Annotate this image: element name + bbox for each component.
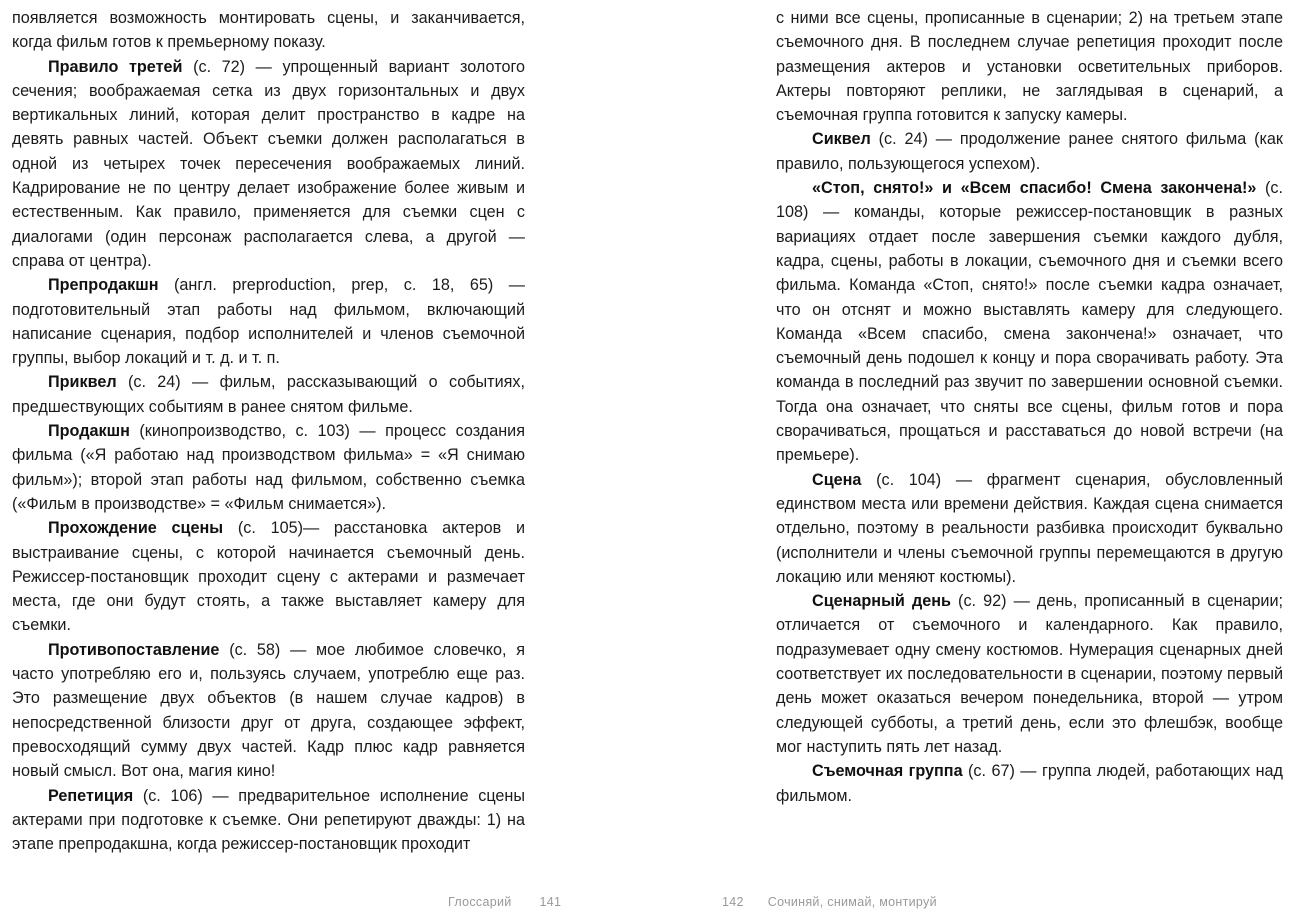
glossary-entry: [776, 468, 1283, 589]
left-page-body: [12, 6, 525, 856]
glossary-entry: [12, 370, 525, 419]
running-title: Глоссарий: [448, 895, 512, 909]
entry-text: (с. 108) — команды, которые режиссер-постановщик в разных вариациях отдает после завершения съемки каждого дубля, кадра, сцены, работы в локации, съемочного дня и съемки всего фильма. Команда «Стоп, снято!» после съемки кадра означает, что он отснят и можно выставлять камеру для следующего. Команда «Всем спасибо, смена закончена!» означает, что съемочный день подошел к концу и пора сворачивать работу. Эта команда в последний раз звучит по завершении основной съемки. Тогда она означает, что сняты все сцены, фильм готов и пора сворачиваться, прощаться и расставаться до новой встречи (на премьере).: [776, 179, 1283, 465]
entry-text: с ними все сцены, прописанные в сценарии; 2) на третьем этапе съемочного дня. В последнем случае репетиция проходит после размещения актеров и установки осветительных приборов. Актеры повторяют реплики, не заглядывая в сценарий, а съемочная группа готовится к запуску камеры.: [776, 9, 1283, 125]
entry-term: Продакшн: [48, 422, 130, 441]
entry-text: (с. 105)— расстановка актеров и выстраивание сцены, с которой начинается съемочный день. Режиссер-постановщик проходит сцену с актерами и размечает места, где они будут стоять, а также выставляет камеру для съемки.: [12, 519, 525, 635]
entry-term: Правило третей: [48, 57, 183, 76]
running-title: Сочиняй, снимай, монтируй: [767, 895, 937, 909]
entry-term: Сцена: [812, 470, 862, 489]
entry-text: (с. 24) — фильм, рассказывающий о событиях, предшествующих событиям в ранее снятом фильме.: [12, 373, 525, 416]
entry-text: появляется возможность монтировать сцены, и заканчивается, когда фильм готов к премьерному показу.: [12, 9, 525, 52]
entry-text: (англ. preproduction, prep, с. 18, 65) — подготовительный этап работы над фильмом, включающий написание сценария, подбор исполнителей и членов съемочной группы, выбор локаций и т. д. и т. п.: [12, 276, 525, 368]
glossary-entry: [776, 589, 1283, 759]
entry-text: (кинопроизводство, с. 103) — процесс создания фильма («Я работаю над производством фильма» = «Я снимаю фильм»); второй этап работы над фильмом, собственно съемка («Фильм в производстве» = «Фильм снимается»).: [12, 422, 525, 513]
entry-text: (с. 72) — упрощенный вариант золотого сечения; воображаемая сетка из двух горизонтальных и двух вертикальных линий, которая делит пространство в кадре на девять равных частей. Объект съемки должен располагаться в одной из четырех точек пересечения воображаемых линий. Кадрирование не по центру делает изображение более живым и естественным. Как правило, применяется для съемки сцен с диалогами (один персонаж располагается слева, а другой — справа от центра).: [12, 57, 525, 270]
entry-text: (с. 24) — продолжение ранее снятого фильма (как правило, пользующегося успехом).: [776, 130, 1283, 173]
page-number: 142: [722, 895, 744, 909]
right-page-body: [776, 6, 1283, 808]
right-page-footer: [722, 895, 937, 909]
entry-text: (с. 92) — день, прописанный в сценарии; отличается от съемочного и календарного. Как правило, подразумевает одну смену костюмов. Нумерация сценарных дней соответствует их последовательности в сценарии, поэтому первый день может оказаться вечером понедельника, второй — утром следующей субботы, а третий день, если это флешбэк, вообще мог наступить пять лет назад.: [776, 592, 1283, 756]
page-number: 141: [539, 895, 562, 909]
left-page-footer: [448, 895, 561, 909]
entry-term: Репетиция: [48, 786, 134, 805]
entry-text: (с. 104) — фрагмент сценария, обусловленный единством места или времени действия. Каждая сцена снимается отдельно, поэтому в реальности разбивка происходит буквально (исполнители и члены съемочной группы перемещаются в другую локацию или меняют костюмы).: [776, 470, 1283, 586]
glossary-entry: [12, 638, 525, 784]
entry-text: (с. 67) — группа людей, работающих над фильмом.: [776, 762, 1283, 805]
entry-term: «Стоп, снято!» и «Всем спасибо! Смена закончена!»: [812, 179, 1257, 198]
entry-text: (с. 58) — мое любимое словечко, я часто употребляю его и, пользуясь случаем, употреблю еще раз. Это размещение двух объектов (в нашем случае кадров) в непосредственной близости друг от друга, создающее эффект, превосходящий сумму двух частей. Кадр плюс кадр равняется новый смысл. Вот она, магия кино!: [12, 640, 525, 781]
glossary-entry: [12, 784, 525, 857]
glossary-entry: [12, 516, 525, 637]
glossary-entry: [776, 176, 1283, 468]
glossary-entry-continued: [12, 6, 525, 55]
entry-term: Сиквел: [812, 130, 871, 149]
entry-text: (с. 106) — предварительное исполнение сцены актерами при подготовке к съемке. Они репетируют дважды: 1) на этапе препродакшна, когда режиссер-постановщик проходит: [12, 786, 525, 854]
entry-term: Съемочная группа: [812, 762, 963, 781]
entry-term: Прохождение сцены: [48, 519, 224, 538]
glossary-entry-continued: [776, 6, 1283, 127]
entry-term: Препродакшн: [48, 276, 159, 295]
entry-term: Сценарный день: [812, 592, 951, 611]
glossary-entry: [776, 127, 1283, 176]
glossary-entry: [12, 273, 525, 370]
entry-term: Приквел: [48, 373, 117, 392]
glossary-entry: [776, 759, 1283, 808]
entry-term: Противопоставление: [48, 640, 220, 659]
glossary-entry: [12, 419, 525, 516]
glossary-entry: [12, 55, 525, 274]
